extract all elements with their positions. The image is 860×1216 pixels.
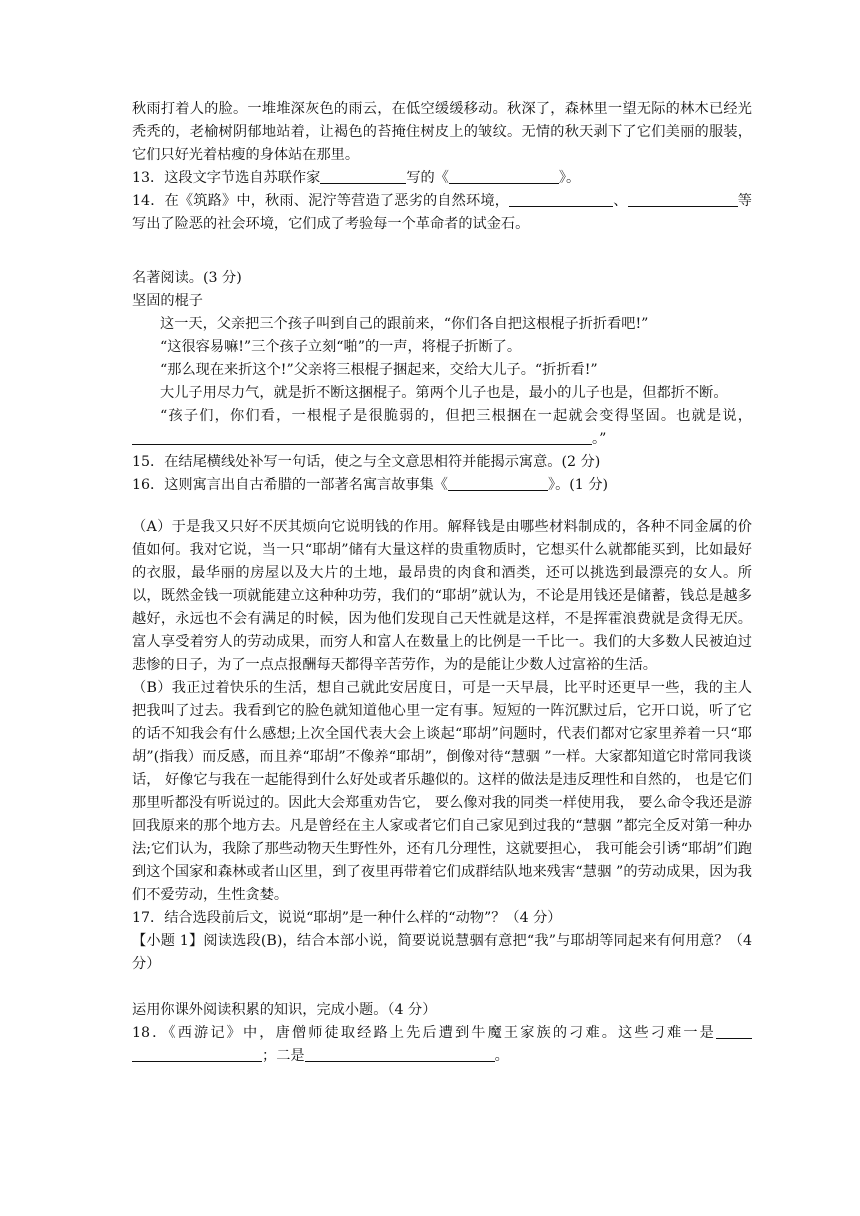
- answer-blank-example-1[interactable]: [509, 190, 613, 207]
- answer-blank-author[interactable]: [320, 167, 406, 184]
- answer-blank-example-2[interactable]: [628, 190, 738, 207]
- fable-paragraph: 大儿子用尽力气，就是折不断这捆棍子。第两个儿子也是，最小的儿子也是，但都折不断。: [160, 385, 728, 401]
- question-16: 16．这则寓言出自古希腊的一部著名寓言故事集《 》。(1 分): [132, 474, 752, 497]
- answer-blank-moral[interactable]: [132, 428, 592, 445]
- fable-paragraph: 这一天，父亲把三个孩子叫到自己的跟前来，“你们各自把这根棍子折折看吧!”: [160, 316, 649, 332]
- question-small-1: 【小题 1】阅读选段(B)，结合本部小说，简要说说慧骃有意把“我”与耶胡等同起来有何用意？（4 分）: [132, 933, 752, 972]
- fable-paragraph: “那么现在来折这个!”父亲将三根棍子捆起来，交给大儿子。“折折看!”: [160, 362, 598, 378]
- answer-blank-book[interactable]: [449, 167, 559, 184]
- section-heading-classics: 名著阅读。(3 分): [132, 270, 242, 286]
- answer-blank-trouble-2[interactable]: [305, 1045, 495, 1062]
- passage-b: （B）我正过着快乐的生活，想自己就此安居度日，可是一天早晨，比平时还更早一些，我的主人把我叫了过去。我看到它的脸色就知道他心里一定有事。短短的一阵沉默过后，它开口说，听了它的话不知我会有什么感想;上次全国代表大会上谈起“耶胡”问题时，代表们都对它家里养着一只“耶胡”(指我）而反感，而且养“耶胡”不像养“耶胡”，倒像对待“慧骃 ”一样。大家都知道它时常同我谈话， 好像它与我在一起能得到什么好处或者乐趣似的。这样的做法是违反理性和自然的， 也是它们那里听都没有听说过的。因此大会郑重劝告它， 要么像对我的同类一样使用我， 要么命令我还是游回我原来的那个地方去。凡是曾经在主人家或者它们自己家见到过我的“慧骃 ”都完全反对第一种办法;它们认为，我除了那些动物天生野性外，还有几分理性，这就要担心， 我可能会引诱“耶胡”们跑到这个国家和森林或者山区里，到了夜里再带着它们成群结队地来残害“慧骃 ”的劳动成果，因为我们不爱劳动，生性贪婪。: [132, 680, 752, 903]
- passage-a: （A）于是我又只好不厌其烦向它说明钱的作用。解释钱是由哪些材料制成的，各种不同金属的价值如何。我对它说，当一只“耶胡”储有大量这样的贵重物质时，它想买什么就都能买到，比如最好的衣服，最华丽的房屋以及大片的土地，最昂贵的肉食和酒类，还可以挑选到最漂亮的女人。所以，既然金钱一项就能建立这种种功劳，我们的“耶胡”就认为，不论是用钱还是储蓄，钱总是越多越好，永远也不会有满足的时候，因为他们发现自己天性就是这样，不是挥霍浪费就是贪得无厌。富人享受着穷人的劳动成果，而穷人和富人在数量上的比例是一千比一。我们的大多数人民被迫过悲惨的日子，为了一点点报酬每天都得辛苦劳作，为的是能让少数人过富裕的生活。: [132, 519, 752, 673]
- question-13: 13．这段文字节选自苏联作家 写的《 》。: [132, 167, 752, 190]
- question-14: 14．在《筑路》中，秋雨、泥泞等营造了恶劣的自然环境， 、 等写出了险恶的社会环境，它们成了考验每一个革命者的试金石。: [132, 190, 752, 236]
- question-17: 17．结合选段前后文，说说“耶胡”是一种什么样的“动物”？（4 分）: [132, 910, 562, 926]
- question-15: 15．在结尾横线处补写一句话，使之与全文意思相符并能揭示寓意。(2 分): [132, 454, 601, 470]
- answer-blank-fable-collection[interactable]: [448, 474, 548, 491]
- answer-blank-trouble-1a[interactable]: [716, 1022, 752, 1039]
- answer-blank-trouble-1b[interactable]: [132, 1045, 262, 1062]
- fable-paragraph: “这很容易嘛!”三个孩子立刻“啪”的一声，将棍子折断了。: [160, 339, 522, 355]
- fable-title: 坚固的棍子: [132, 293, 203, 309]
- question-18: 18．《西游记》中，唐僧师徒取经路上先后遭到牛魔王家族的刁难。这些刁难一是；二是 。: [132, 1022, 752, 1068]
- fable-paragraph-ending: “孩子们，你们看，一根棍子是很脆弱的，但把三根捆在一起就会变得坚固。也就是说，。”: [132, 405, 752, 451]
- section-heading-extracurricular: 运用你课外阅读积累的知识，完成小题。（4 分）: [132, 1002, 437, 1018]
- passage-autumn-forest: 秋雨打着人的脸。一堆堆深灰色的雨云，在低空缓缓移动。秋深了，森林里一望无际的林木已经光秃秃的，老榆树阴郁地站着，让褐色的苔掩住树皮上的皱纹。无情的秋天剥下了它们美丽的服装，它们只好光着枯瘦的身体站在那里。: [132, 101, 752, 163]
